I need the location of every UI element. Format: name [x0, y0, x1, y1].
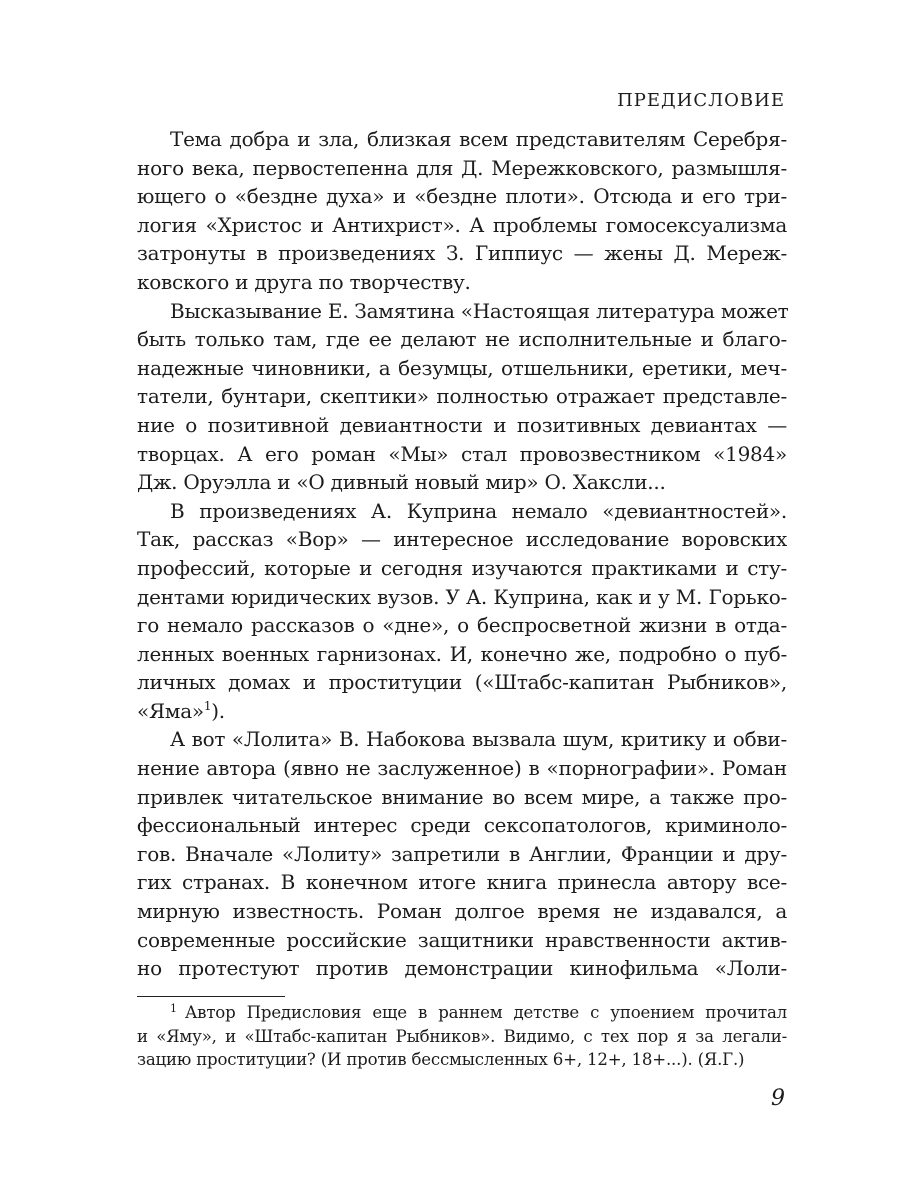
footnote-line: зацию проституции? (И против бессмысленных 6+, 12+, 18+...). (Я.Г.) — [137, 1050, 745, 1069]
text-line: нение автора (явно не заслуженное) в «порнографии». Роман — [137, 756, 787, 781]
footnote-line: и «Яму», и «Штабс-капитан Рыбников». Видимо, с тех пор я за легали- — [137, 1026, 787, 1046]
running-head: ПРЕДИСЛОВИЕ — [617, 90, 785, 111]
text-line: ленных военных гарнизонах. И, конечно же, подробно о пуб- — [137, 641, 787, 666]
text-line: Тема добра и зла, близкая всем представителям Серебря- — [170, 127, 787, 151]
paragraph — [137, 497, 787, 726]
text-line: быть только там, где ее делают не исполнительные и благо- — [137, 327, 787, 352]
paragraph — [137, 297, 787, 497]
text-line: творцах. А его роман «Мы» стал провозвестником «1984» — [137, 441, 787, 466]
text-line: гих странах. В конечном итоге книга принесла автору все- — [137, 870, 787, 895]
footnote — [137, 1001, 787, 1072]
text-line: татели, бунтари, скептики» полностью отражает представле- — [137, 384, 787, 409]
footnote-text: Автор Предисловия еще в раннем детстве с упоением прочитал — [184, 1003, 787, 1022]
footnote-reference[interactable]: 1 — [203, 698, 212, 713]
text-line: современные российские защитники нравственности актив- — [137, 927, 787, 952]
text-line: привлек читательское внимание во всем мире, а также про- — [137, 784, 787, 809]
text-fragment: ). — [211, 698, 225, 723]
text-line: профессий, которые и сегодня изучаются практиками и сту- — [137, 555, 787, 580]
text-line: но протестуют против демонстрации кинофильма «Лоли- — [137, 956, 787, 981]
text-line: ковского и друга по творчеству. — [137, 269, 471, 294]
text-line: надежные чиновники, а безумцы, отшельники, еретики, меч- — [137, 355, 787, 380]
footnote-mark: 1 — [170, 1002, 177, 1015]
text-fragment: «Яма» — [137, 698, 204, 723]
text-line: Высказывание Е. Замятина «Настоящая литература может — [170, 298, 789, 323]
text-line: логия «Христос и Антихрист». А проблемы гомосексуализма — [137, 212, 787, 237]
text-line: А вот «Лолита» В. Набокова вызвала шум, критику и обви- — [170, 727, 787, 752]
body-text — [137, 125, 787, 983]
text-line: затронуты в произведениях З. Гиппиус — жены Д. Мереж- — [137, 241, 787, 266]
footnote-line — [137, 1001, 787, 1025]
text-line: Дж. Оруэлла и «О дивный новый мир» О. Хаксли... — [137, 470, 666, 495]
text-line: В произведениях А. Куприна немало «девиантностей». — [170, 498, 787, 523]
text-line: личных домах и проституции («Штабс-капитан Рыбников», — [137, 670, 787, 695]
paragraph — [137, 125, 787, 297]
text-line: Так, рассказ «Вор» — интересное исследование воровских — [137, 527, 787, 552]
text-line: ного века, первостепенна для Д. Мережковского, размышля- — [137, 155, 787, 180]
text-line — [137, 697, 787, 726]
text-line: ющего о «бездне духа» и «бездне плоти». Отсюда и его три- — [137, 184, 787, 209]
footnote-divider — [137, 996, 285, 997]
text-line: дентами юридических вузов. У А. Куприна, как и у М. Горько- — [137, 584, 787, 609]
text-line: мирную известность. Роман долгое время не издавался, а — [137, 899, 787, 924]
text-line: ние о позитивной девиантности и позитивных девиантах — — [137, 412, 787, 437]
paragraph — [137, 725, 787, 982]
text-line: го немало рассказов о «дне», о беспросветной жизни в отда- — [137, 613, 787, 638]
text-line: фессиональный интерес среди сексопатологов, криминоло- — [137, 813, 787, 838]
text-line: гов. Вначале «Лолиту» запретили в Англии, Франции и дру- — [137, 841, 787, 866]
page-number: 9 — [771, 1086, 785, 1111]
